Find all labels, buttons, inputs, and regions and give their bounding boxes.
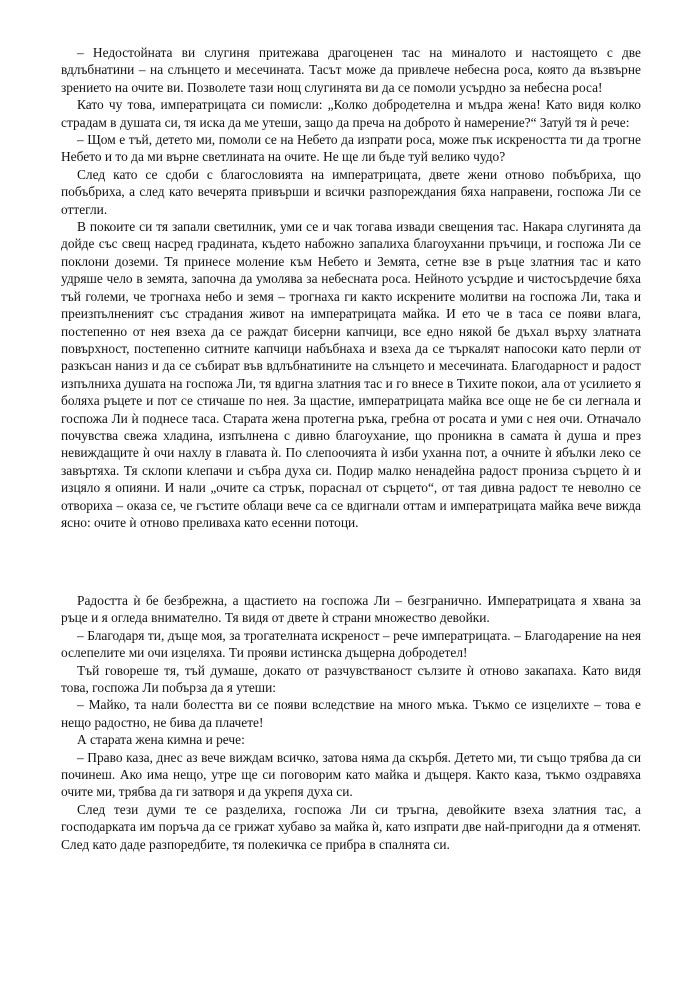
paragraph: След тези думи те се разделиха, госпожа Ли си тръгна, девойките взеха златния тас, а господарката им поръча да се грижат хубаво за майка ѝ, като изпрати две най-пригодни да я отменят. След като даде разпоредбите, тя полекичка се прибра в спалнята си. — [61, 801, 641, 852]
paragraph: След като се сдоби с благословията на императрицата, двете жени отново побъбриха, що побъбриха, а след като вечерята привърши и всички разпореждания бяха направени, госпожа Ли се оттегли. — [61, 166, 641, 217]
paragraph: – Право каза, днес аз вече виждам всичко, затова няма да скърбя. Детето ми, ти също трябва да си починеш. Ако има нещо, утре ще си поговорим като майка и дъщеря. Както каза, тъкмо оздравяха очите ми, трябва да ги затворя и да укрепя духа си. — [61, 749, 641, 800]
paragraph: Тъй говореше тя, тъй думаше, докато от разчувстваност сълзите ѝ отново закапаха. Като видя това, госпожа Ли побърза да я утеши: — [61, 662, 641, 696]
text-section-one — [61, 44, 641, 531]
paragraph: А старата жена кимна и рече: — [77, 732, 245, 748]
paragraph: Като чу това, императрицата си помисли: „Колко добродетелна и мъдра жена! Като видя колко страдам в душата си, тя иска да ме утеши, защо да преча на доброто ѝ намерение?“ Затуй тя ѝ рече: — [61, 97, 641, 130]
paragraph: – Благодаря ти, дъще моя, за трогателната искреност – рече императрицата. – Благодарение на нея ослепелите ми очи изцеляха. Ти прояви истинска дъщерна добродетел! — [61, 627, 641, 661]
text-section-two — [61, 592, 641, 853]
paragraph: – Майко, та нали болестта ви се появи вследствие на много мъка. Тъкмо се изцелихте – това е нещо радостно, не бива да плачете! — [61, 697, 641, 730]
paragraph: – Щом е тъй, детето ми, помоли се на Небето да изпрати роса, може пък искреността ти да трогне Небето и то да ми върне светлината на очите. Не ще ли бъде туй велико чудо? — [61, 132, 641, 165]
paragraph: Радостта ѝ бе безбрежна, а щастието на госпожа Ли – безгранично. Императрицата я хвана за ръце и я огледа внимателно. Тя видя от двете ѝ страни множество девойки. — [61, 593, 641, 626]
paragraph: – Недостойната ви слугиня притежава драгоценен тас на миналото и настоящето с две вдлъбнатини – на слънцето и месечината. Тасът може да привлече небесна роса, която да възвърне зрението на очите ви. Позволете тази нощ слугинята ви да се помоли усърдно за небесна роса! — [61, 45, 641, 95]
paragraph: В покоите си тя запали светилник, уми се и чак тогава извади свещения тас. Накара слугинята да дойде със свещ насред градината, където набожно запалиха благоуханни пръчици, и госпожа Ли се поклони доземи. Тя принесе моление към Небето и Земята, сетне взе в ръце златния тас и като удряше чело в земята, започна да умолява за небесната роса. Нейното усърдие и чистосърдечие бяха тъй големи, че трогнаха небо и земя – трогнаха ги както искрените молитви на госпожа Ли, така и преизпълненият със страдания живот на императрицата майка. И ето че в таса се появи влага, постепенно от нея взеха да се раждат бисерни капчици, все едно някой бе дъхал върху златната повърхност, постепенно ситните капчици набъбнаха и взеха да се търкалят напосоки като перли от разкъсан наниз и да се събират във вдлъбнатините на слънцето и месечината. Благодарност и радост изпълниха душата на госпожа Ли, тя вдигна златния тас и го внесе в Тихите покои, ала от усилието я боляха ръцете и пот се стичаше по нея. За щастие, императрицата майка все още не бе си легнала и госпожа Ли ѝ поднесе таса. Старата жена протегна ръка, гребна от росата и уми с нея очи. Отначало почувства свежа хладина, изпълнена с дивно благоухание, що проникна в самата ѝ душа и през невиждащите ѝ очи нахлу в главата ѝ. По слепоочията ѝ изби уханна пот, а очните ѝ ябълки леко се завъртяха. Тя склопи клепачи и събра духа си. Подир малко ненадейна радост прониза сърцето ѝ и изцяло я опияни. И нали „очите са стрък, пораснал от сърцето“, от тая дивна радост те неволно се отвориха – оказа се, че гъстите облаци вече са се вдигнали оттам и императрицата майка вече вижда ясно: очите ѝ отново преливаха като есенни потоци. — [61, 219, 641, 530]
